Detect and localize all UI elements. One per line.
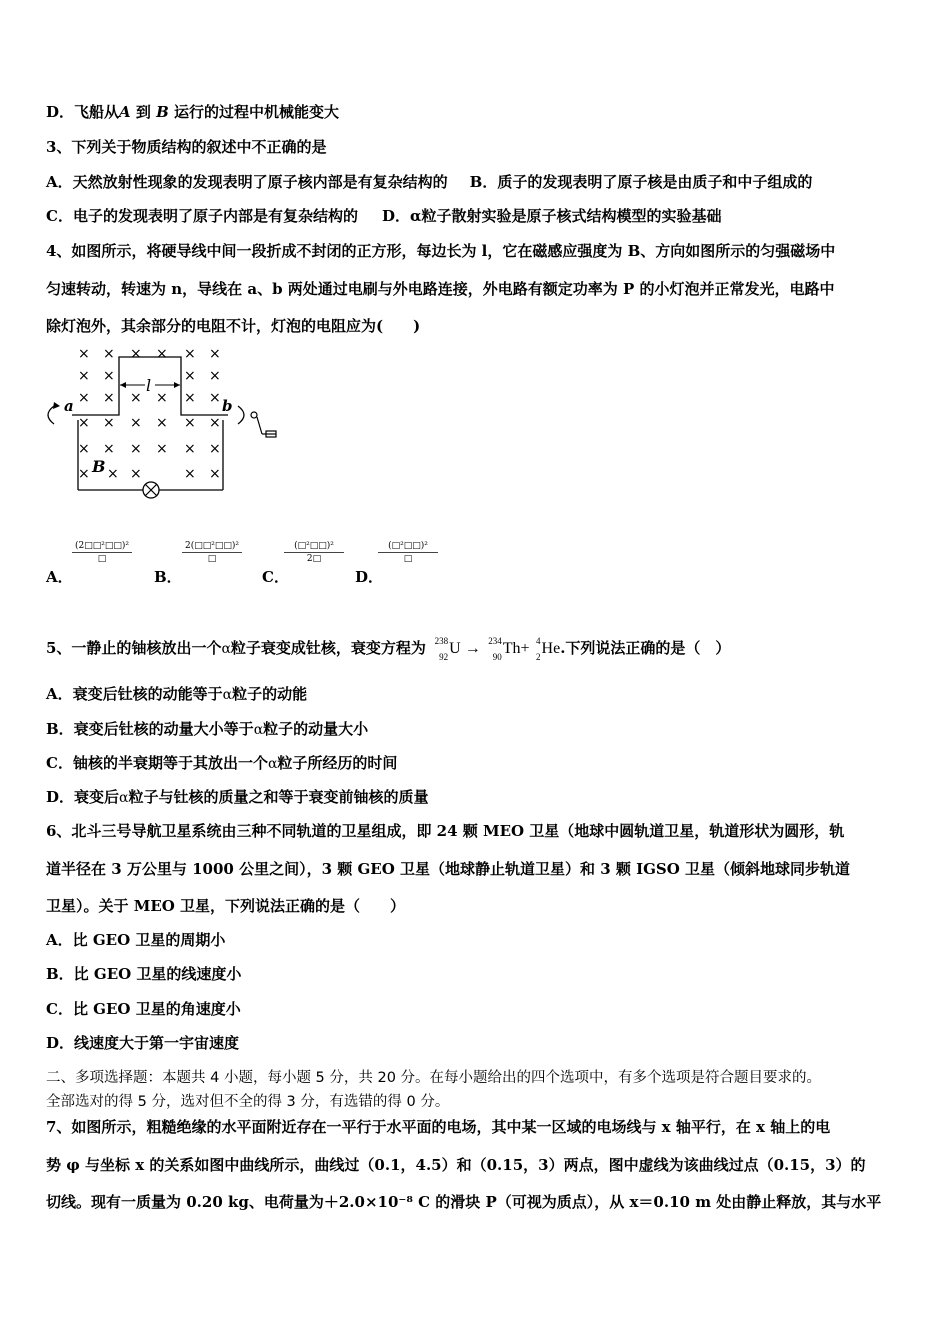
q4-option-d-formula: (□²□□)² □ bbox=[378, 541, 438, 564]
q4-stem-line3: 除灯泡外，其余部分的电阻不计，灯泡的电阻应为( ) bbox=[46, 317, 421, 335]
svg-text:l: l bbox=[146, 376, 152, 395]
svg-text:×: × bbox=[156, 415, 168, 431]
svg-text:×: × bbox=[184, 346, 196, 362]
svg-text:×: × bbox=[184, 415, 196, 431]
q4-option-b-label: B． bbox=[154, 568, 182, 586]
q4-stem-line2: 匀速转动，转速为 n，导线在 a、b 两处通过电刷与外电路连接，外电路有额定功率为 P 的小灯泡并正常发光，电路中 bbox=[46, 280, 835, 298]
svg-text:×: × bbox=[184, 441, 196, 457]
svg-text:×: × bbox=[78, 368, 90, 384]
svg-text:×: × bbox=[107, 466, 119, 482]
svg-text:×: × bbox=[209, 368, 221, 384]
q5-decay-equation: 238 92 U → 234 90 Th+ 4 2 He bbox=[434, 636, 561, 662]
q4-circuit-figure bbox=[40, 340, 290, 505]
svg-text:×: × bbox=[209, 466, 221, 482]
q7-stem-line1: 7、如图所示，粗糙绝缘的水平面附近存在一平行于水平面的电场，其中某一区域的电场线与 x 轴平行，在 x 轴上的电 bbox=[46, 1118, 831, 1136]
svg-text:b: b bbox=[222, 397, 233, 415]
q3-option-a: A．天然放射性现象的发现表明了原子核内部是有复杂结构的 bbox=[46, 173, 448, 191]
svg-text:×: × bbox=[130, 346, 142, 362]
q6-option-d: D．线速度大于第一宇宙速度 bbox=[46, 1034, 240, 1052]
bulb-icon bbox=[143, 482, 159, 498]
q4-option-a-formula: (2□□²□□)² □ bbox=[72, 541, 132, 564]
q3-options-cd bbox=[46, 206, 722, 226]
svg-text:×: × bbox=[209, 390, 221, 406]
svg-text:×: × bbox=[78, 441, 90, 457]
q7-stem-line3: 切线。现有一质量为 0.20 kg、电荷量为＋2.0×10⁻⁸ C 的滑块 P（可视为质点），从 x＝0.10 m 处由静止释放，其与水平 bbox=[46, 1193, 882, 1211]
svg-text:×: × bbox=[209, 346, 221, 362]
svg-text:×: × bbox=[103, 390, 115, 406]
q3-option-d: D．α粒子散射实验是原子核式结构模型的实验基础 bbox=[381, 207, 722, 225]
svg-text:×: × bbox=[103, 368, 115, 384]
q6-option-c: C．比 GEO 卫星的角速度小 bbox=[46, 1000, 241, 1018]
svg-text:×: × bbox=[130, 390, 142, 406]
q6-option-a: A．比 GEO 卫星的周期小 bbox=[46, 931, 226, 949]
svg-text:×: × bbox=[184, 466, 196, 482]
q4-option-c-label: C． bbox=[262, 568, 289, 586]
q3-option-c: C．电子的发现表明了原子内部是有复杂结构的 bbox=[46, 207, 358, 225]
svg-text:×: × bbox=[130, 466, 142, 482]
svg-text:×: × bbox=[130, 441, 142, 457]
svg-text:×: × bbox=[78, 415, 90, 431]
q6-stem-line3: 卫星）。关于 MEO 卫星，下列说法正确的是（ ） bbox=[46, 897, 406, 915]
q7-stem-line2: 势 φ 与坐标 x 的关系如图中曲线所示，曲线过（0.1，4.5）和（0.15，3）两点，图中虚线为该曲线过点（0.15，3）的 bbox=[46, 1156, 866, 1174]
q5-option-b: B．衰变后钍核的动量大小等于α粒子的动量大小 bbox=[46, 720, 369, 738]
svg-text:×: × bbox=[184, 368, 196, 384]
q5-stem: 5、一静止的铀核放出一个α粒子衰变成钍核，衰变方程为 238 92 U → 234 90 Th+ 4 2 He.下列说法正确的是（ ） bbox=[46, 636, 731, 662]
q5-option-a: A．衰变后钍核的动能等于α粒子的动能 bbox=[46, 685, 308, 703]
svg-text:×: × bbox=[156, 390, 168, 406]
q3-stem: 3、下列关于物质结构的叙述中不正确的是 bbox=[46, 138, 327, 156]
section2-heading-line2: 全部选对的得 5 分，选对但不全的得 3 分，有选错的得 0 分。 bbox=[46, 1094, 450, 1110]
q4-option-c-formula: (□²□□)² 2□ bbox=[284, 541, 344, 564]
q3-option-b: B．质子的发现表明了原子核是由质子和中子组成的 bbox=[469, 173, 813, 191]
q3-options-ab bbox=[46, 172, 812, 192]
svg-text:×: × bbox=[78, 390, 90, 406]
svg-text:×: × bbox=[78, 466, 90, 482]
svg-text:×: × bbox=[156, 441, 168, 457]
q6-option-b: B．比 GEO 卫星的线速度小 bbox=[46, 965, 242, 983]
q6-stem-line2: 道半径在 3 万公里与 1000 公里之间），3 颗 GEO 卫星（地球静止轨道卫星）和 3 颗 IGSO 卫星（倾斜地球同步轨道 bbox=[46, 860, 851, 878]
svg-text:×: × bbox=[156, 346, 168, 362]
q4-option-d-label: D． bbox=[355, 568, 384, 586]
svg-text:×: × bbox=[103, 415, 115, 431]
svg-text:×: × bbox=[130, 415, 142, 431]
q6-stem-line1: 6、北斗三号导航卫星系统由三种不同轨道的卫星组成，即 24 颗 MEO 卫星（地球中圆轨道卫星，轨道形状为圆形，轨 bbox=[46, 822, 845, 840]
svg-text:×: × bbox=[209, 441, 221, 457]
svg-text:×: × bbox=[209, 415, 221, 431]
section2-heading-line1: 二、多项选择题：本题共 4 小题，每小题 5 分，共 20 分。在每小题给出的四个选项中，有多个选项是符合题目要求的。 bbox=[46, 1070, 822, 1086]
q5-option-c: C．铀核的半衰期等于其放出一个α粒子所经历的时间 bbox=[46, 754, 398, 772]
svg-text:×: × bbox=[78, 346, 90, 362]
svg-text:B: B bbox=[92, 457, 106, 476]
q4-option-a-label: A． bbox=[46, 568, 73, 586]
q5-option-d: D．衰变后α粒子与钍核的质量之和等于衰变前铀核的质量 bbox=[46, 788, 429, 806]
svg-text:×: × bbox=[103, 346, 115, 362]
q2-option-d: D．飞船从A 到 B 运行的过程中机械能变大 bbox=[46, 103, 340, 121]
svg-text:a: a bbox=[64, 397, 74, 415]
q4-option-b-formula: 2(□□²□□)² □ bbox=[182, 541, 242, 564]
q4-stem-line1: 4、如图所示，将硬导线中间一段折成不封闭的正方形，每边长为 l，它在磁感应强度为 B、方向如图所示的匀强磁场中 bbox=[46, 242, 836, 260]
svg-text:×: × bbox=[184, 390, 196, 406]
svg-text:×: × bbox=[103, 441, 115, 457]
